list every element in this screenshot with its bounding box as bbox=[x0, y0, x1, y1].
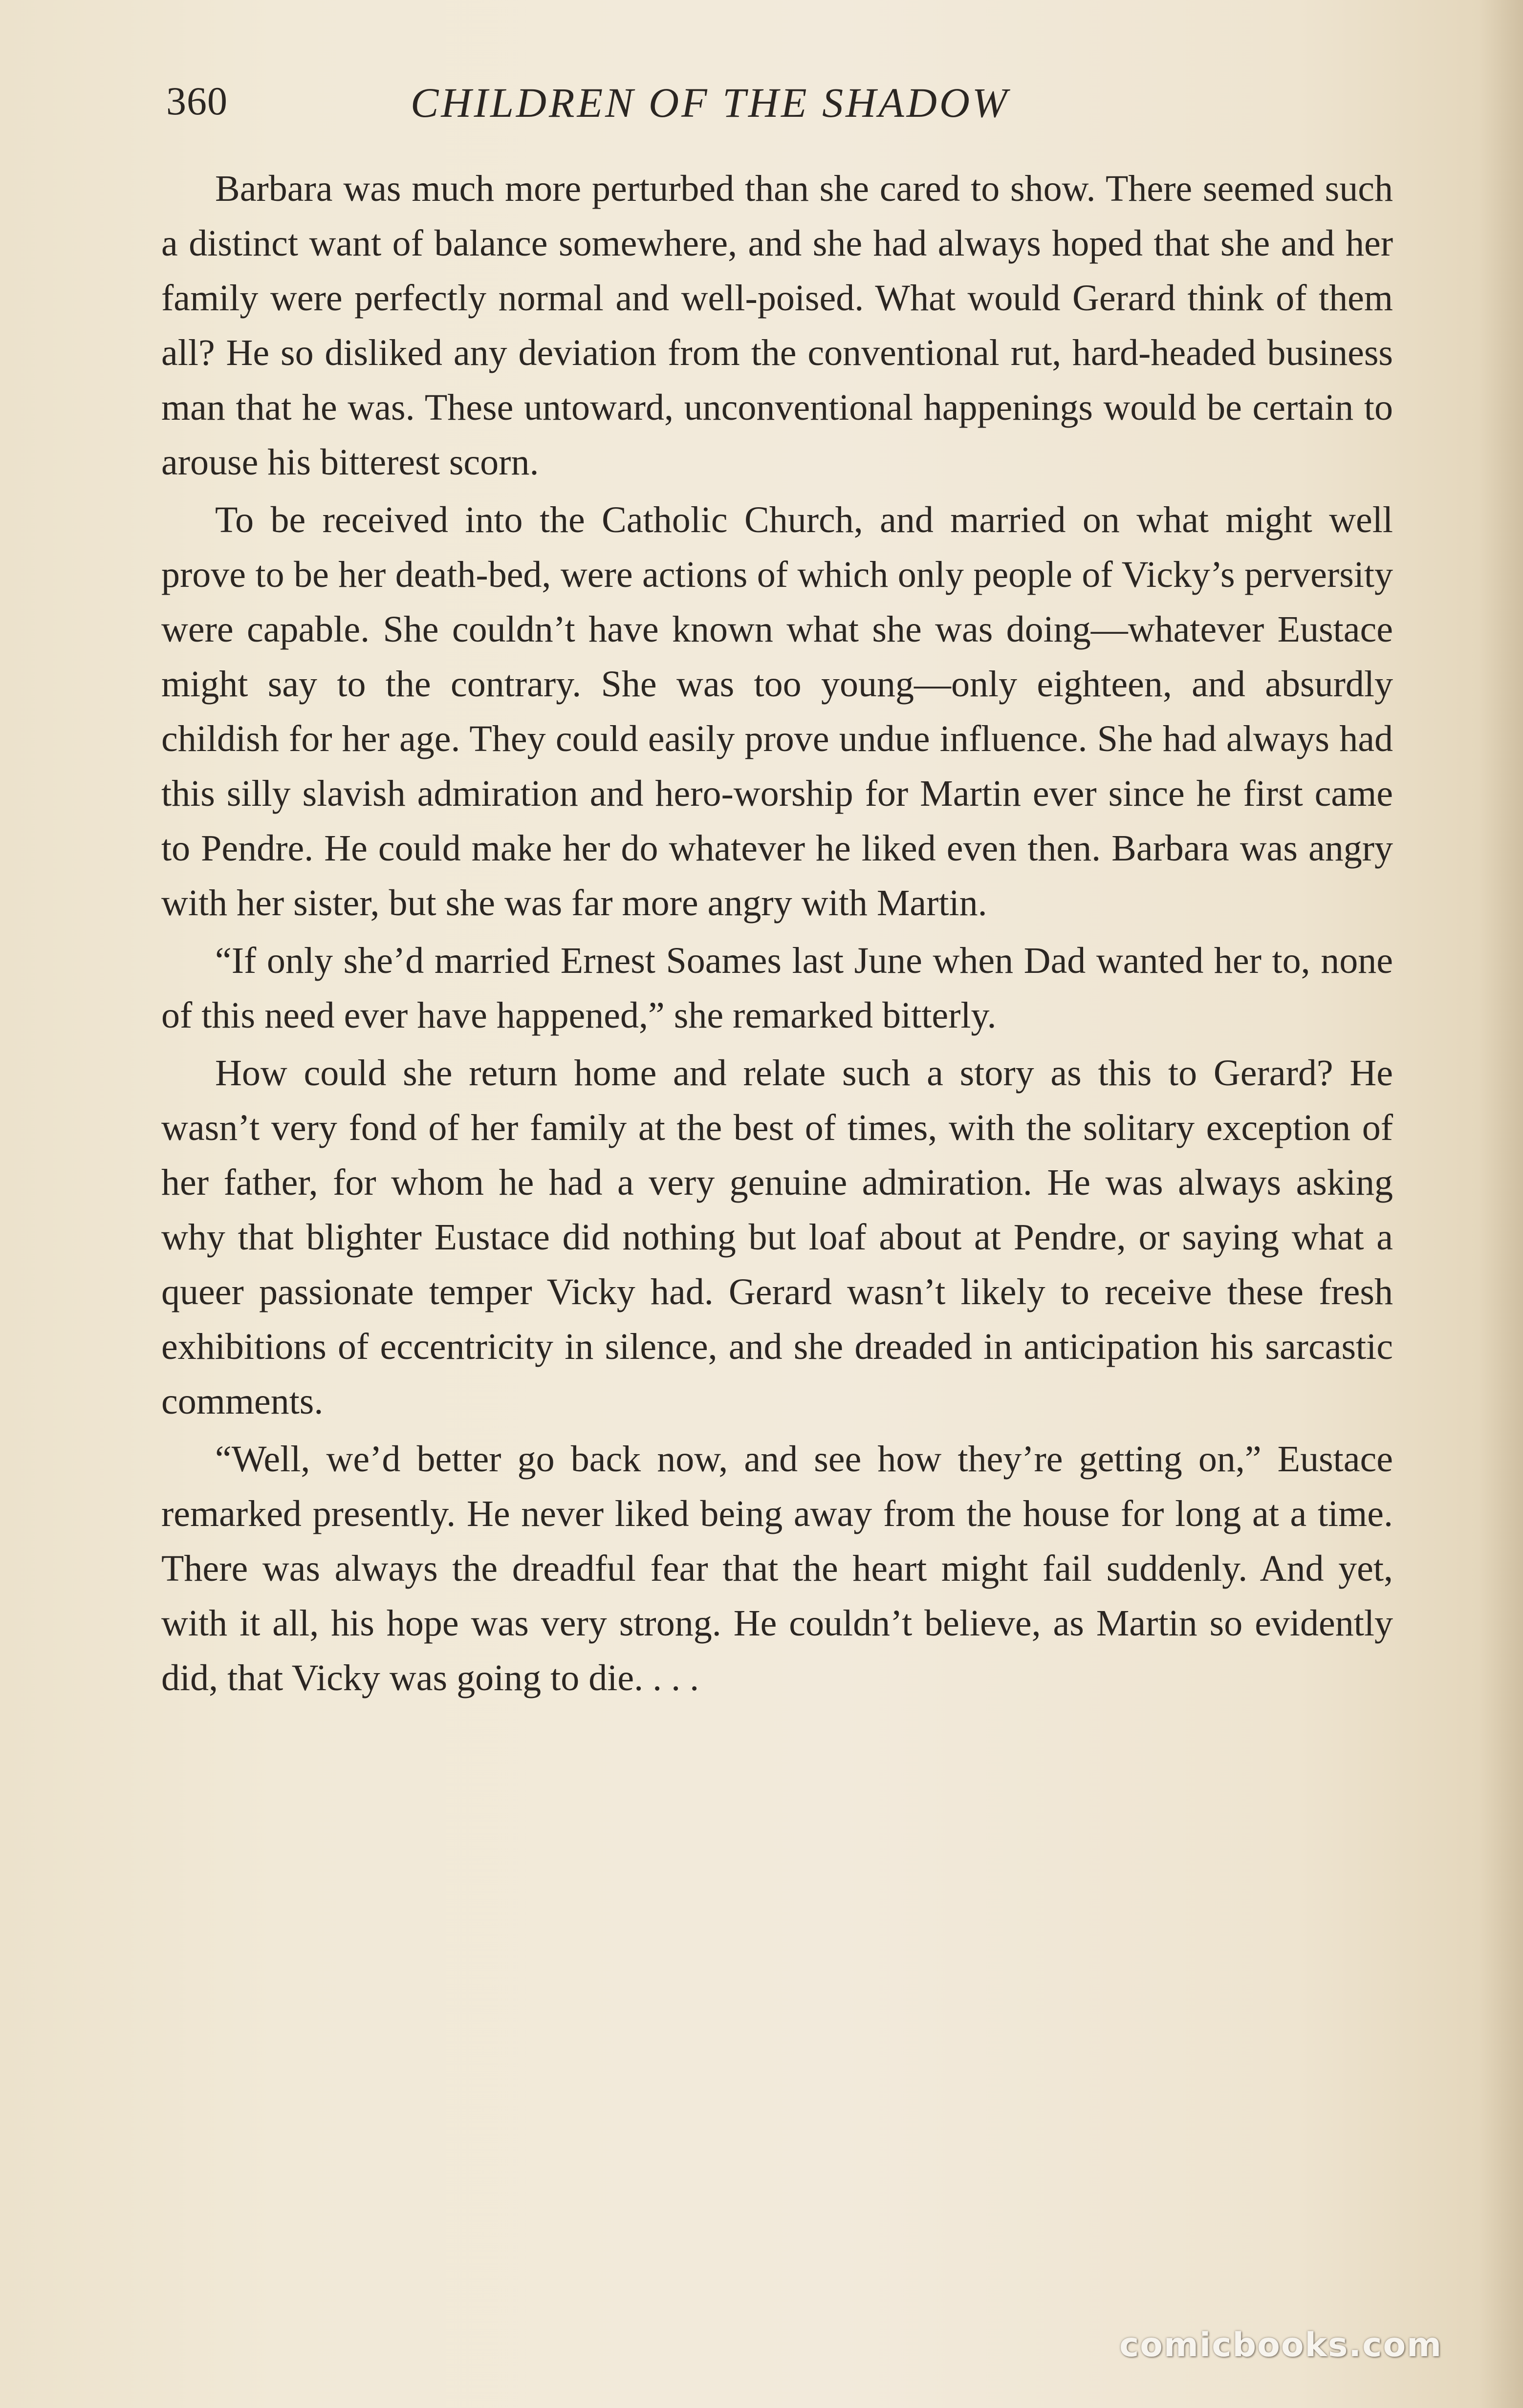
paragraph-4: How could she return home and relate such a story as this to Gerard? He wasn’t very fond of her family at the best of times, with the solitary exception of her father, for whom he had a very genuine admiration. He was always asking why that blighter Eustace did nothing but loaf about at Pendre, or saying what a queer passionate temper Vicky had. Gerard wasn’t likely to receive these fresh exhibitions of eccentricity in silence, and she dreaded in anticipation his sarcastic comments. bbox=[161, 1053, 1393, 1422]
book-title: CHILDREN OF THE SHADOW bbox=[411, 79, 1010, 126]
watermark: comicbooks.com bbox=[1119, 2326, 1443, 2365]
body-text bbox=[161, 161, 1393, 1708]
page-edge-shadow bbox=[1479, 0, 1523, 2408]
paragraph-5: “Well, we’d better go back now, and see how they’re getting on,” Eustace remarked presently. He never liked being away from the house for long at a time. There was always the dreadful fear that the heart might fail suddenly. And yet, with it all, his hope was very strong. He couldn’t believe, as Martin so evidently did, that Vicky was going to die. . . . bbox=[161, 1439, 1393, 1698]
paragraph-1: Barbara was much more perturbed than she cared to show. There seemed such a distinct want of balance somewhere, and she had always hoped that she and her family were perfectly normal and well-poised. What would Gerard think of them all? He so disliked any deviation from the conventional rut, hard-headed business man that he was. These untoward, unconventional happenings would be certain to arouse his bitterest scorn. bbox=[161, 168, 1393, 483]
paragraph-3: “If only she’d married Ernest Soames last June when Dad wanted her to, none of this need ever have happened,” she remarked bitterly. bbox=[161, 940, 1393, 1036]
page-number: 360 bbox=[166, 79, 228, 123]
paragraph-2: To be received into the Catholic Church, and married on what might well prove to be her death-bed, were actions of which only people of Vicky’s perversity were capable. She couldn’t have known what she was doing—whatever Eustace might say to the contrary. She was too young—only eighteen, and absurdly childish for her age. They could easily prove undue influence. She had always had this silly slavish admiration and hero-worship for Martin ever since he first came to Pendre. He could make her do whatever he liked even then. Barbara was angry with her sister, but she was far more angry with Martin. bbox=[161, 499, 1393, 924]
running-head bbox=[166, 78, 1193, 142]
